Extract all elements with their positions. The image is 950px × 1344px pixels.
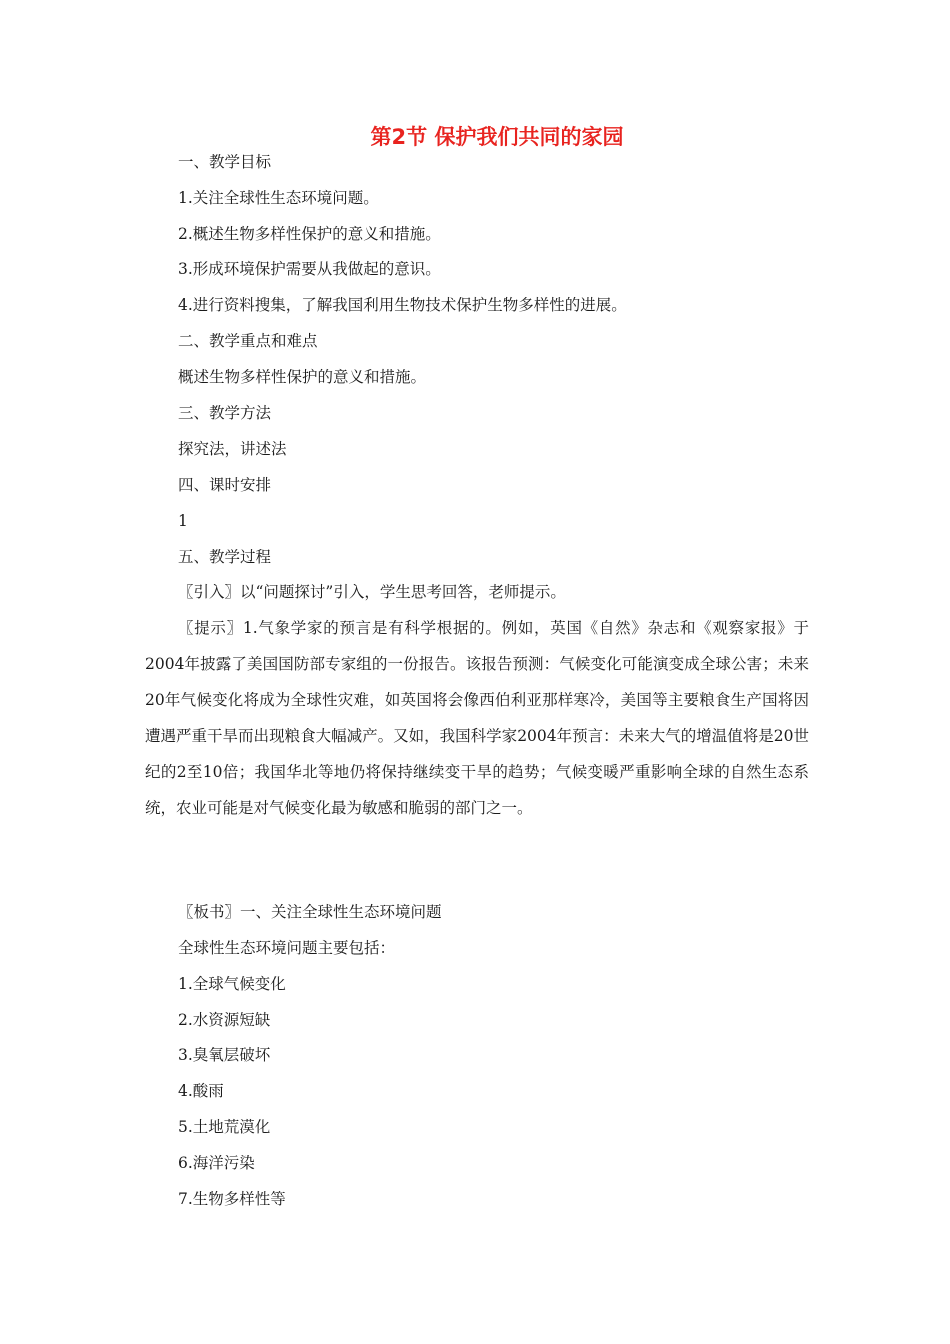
objective-item-2: 2.概述生物多样性保护的意义和措施。 <box>178 225 441 243</box>
page-title: 第2节 保护我们共同的家园 <box>370 125 624 149</box>
key-points-text: 概述生物多样性保护的意义和措施。 <box>178 368 427 386</box>
board-heading: 〖板书〗一、关注全球性生态环境问题 <box>178 903 442 921</box>
board-item-1: 1.全球气候变化 <box>178 975 286 993</box>
section-heading-methods: 三、教学方法 <box>178 404 272 422</box>
schedule-text: 1 <box>178 512 188 530</box>
board-item-6: 6.海洋污染 <box>178 1154 255 1172</box>
board-item-7: 7.生物多样性等 <box>178 1190 286 1208</box>
intro-text: 〖引入〗以“问题探讨”引入，学生思考回答，老师提示。 <box>178 583 566 601</box>
hint-paragraph: 〖提示〗1.气象学家的预言是有科学根据的。例如，英国《自然》杂志和《观察家报》于2004年披露了美国国防部专家组的一份报告。该报告预测：气候变化可能演变成全球公害；未来20年气候变化将成为全球性灾难，如英国将会像西伯利亚那样寒冷，美国等主要粮食生产国将因遭遇严重干旱而出现粮食大幅减产。又如，我国科学家2004年预言：未来大气的增温值将是20世纪的2至10倍；我国华北等地仍将保持继续变干旱的趋势；气候变暖严重影响全球的自然生态系统，农业可能是对气候变化最为敏感和脆弱的部门之一。 <box>145 619 809 817</box>
board-item-3: 3.臭氧层破坏 <box>178 1046 271 1064</box>
methods-text: 探究法，讲述法 <box>178 440 287 458</box>
section-heading-key-points: 二、教学重点和难点 <box>178 332 318 350</box>
board-item-2: 2.水资源短缺 <box>178 1011 271 1029</box>
board-intro: 全球性生态环境问题主要包括： <box>178 939 396 957</box>
objective-item-3: 3.形成环境保护需要从我做起的意识。 <box>178 260 441 278</box>
section-heading-process: 五、教学过程 <box>178 548 272 566</box>
objective-item-4: 4.进行资料搜集，了解我国利用生物技术保护生物多样性的进展。 <box>178 296 627 314</box>
section-heading-objectives: 一、教学目标 <box>178 153 272 171</box>
section-heading-schedule: 四、课时安排 <box>178 476 272 494</box>
board-item-4: 4.酸雨 <box>178 1082 224 1100</box>
board-item-5: 5.土地荒漠化 <box>178 1118 271 1136</box>
objective-item-1: 1.关注全球性生态环境问题。 <box>178 189 379 207</box>
